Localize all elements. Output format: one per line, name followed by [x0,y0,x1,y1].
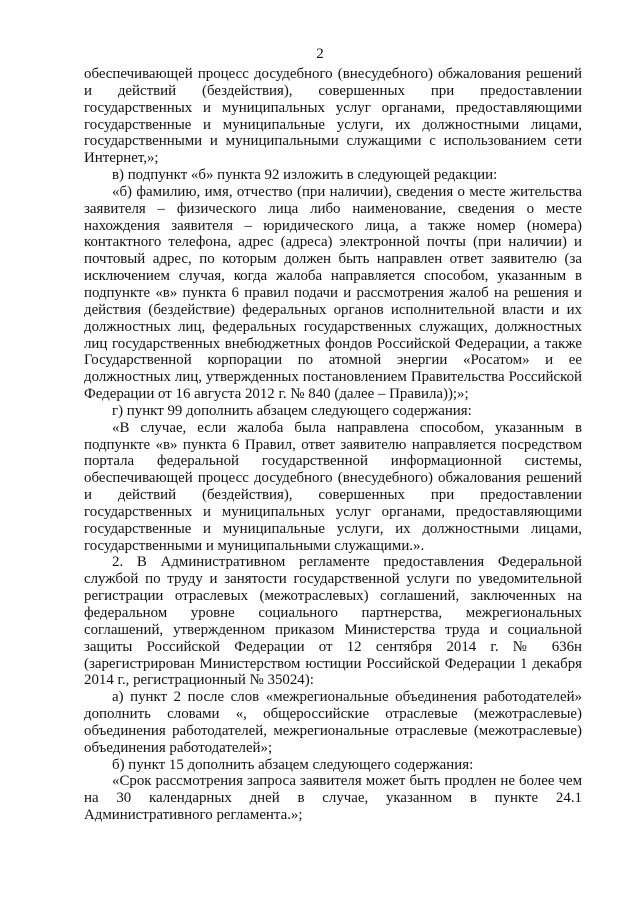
paragraph-subitem-v: в) подпункт «б» пункта 92 изложить в следующей редакции: [112,167,498,184]
paragraph-subitem-b: б) пункт 15 дополнить абзацем следующего содержания: [112,756,474,773]
document-body [84,66,582,824]
paragraph-quote-complaint: «В случае, если жалоба была направлена способом, указанным в подпункте «в» пункта 6 Правил, ответ заявителю направляется посредством портала федеральной государственной информационной системы, обеспечивающей процесс досудебного (внесудебного) обжалования решений и действий (бездействия), совершенных при предоставлении государственных и муниципальных услуг органами, предоставляющими государственные и муниципальные услуги, их должностными лицами, государственными и муниципальными служащими.». [84,419,582,554]
paragraph-quote-b: «б) фамилию, имя, отчество (при наличии), сведения о месте жительства заявителя – физического лица либо наименование, сведения о месте нахождения заявителя – юридического лица, а также номер (номера) контактного телефона, адрес (адреса) электронной почты (при наличии) и почтовый адрес, по которым должен быть направлен ответ заявителю (за исключением случая, когда жалоба направляется способом, указанным в подпункте «в» пункта 6 правил подачи и рассмотрения жалоб на решения и действия (бездействие) федеральных органов исполнительной власти и их должностных лиц, федеральных государственных служащих, должностных лиц государственных внебюджетных фондов Российской Федерации, а также Государственной корпорации по атомной энергии «Росатом» и ее должностных лиц, утвержденных постановлением Правительства Российской Федерации от 16 августа 2012 г. № 840 (далее – Правила));»; [84,183,582,403]
paragraph-quote-term: «Срок рассмотрения запроса заявителя может быть продлен не более чем на 30 календарных дней в случае, указанном в пункте 24.1 Административного регламента.»; [84,773,582,824]
paragraph-subitem-g: г) пункт 99 дополнить абзацем следующего содержания: [112,402,472,419]
paragraph-item-2: 2. В Административном регламенте предоставления Федеральной службой по труду и занятости государственной услуги по уведомительной регистрации отраслевых (межотраслевых) соглашений, заключенных на федеральном уровне социального партнерства, межрегиональных соглашений, утвержденном приказом Министерства труда и социальной защиты Российской Федерации от 12 сентября 2014 г. № 636н (зарегистрирован Министерством юстиции Российской Федерации 1 декабря 2014 г., регистрационный № 35024): [84,554,582,689]
page-number: 2 [316,46,324,62]
paragraph-subitem-a: а) пункт 2 после слов «межрегиональные объединения работодателей» дополнить словами «, общероссийские отраслевые (межотраслевые) объединения работодателей, межрегиональные отраслевые (межотраслевые) объединения работодателей»; [84,689,582,756]
paragraph-continuation: обеспечивающей процесс досудебного (внесудебного) обжалования решений и действий (бездействия), совершенных при предоставлении государственных и муниципальных услуг органами, предоставляющими государственные и муниципальные услуги, их должностными лицами, государственными и муниципальными служащими с использованием сети Интернет,»; [84,66,582,167]
